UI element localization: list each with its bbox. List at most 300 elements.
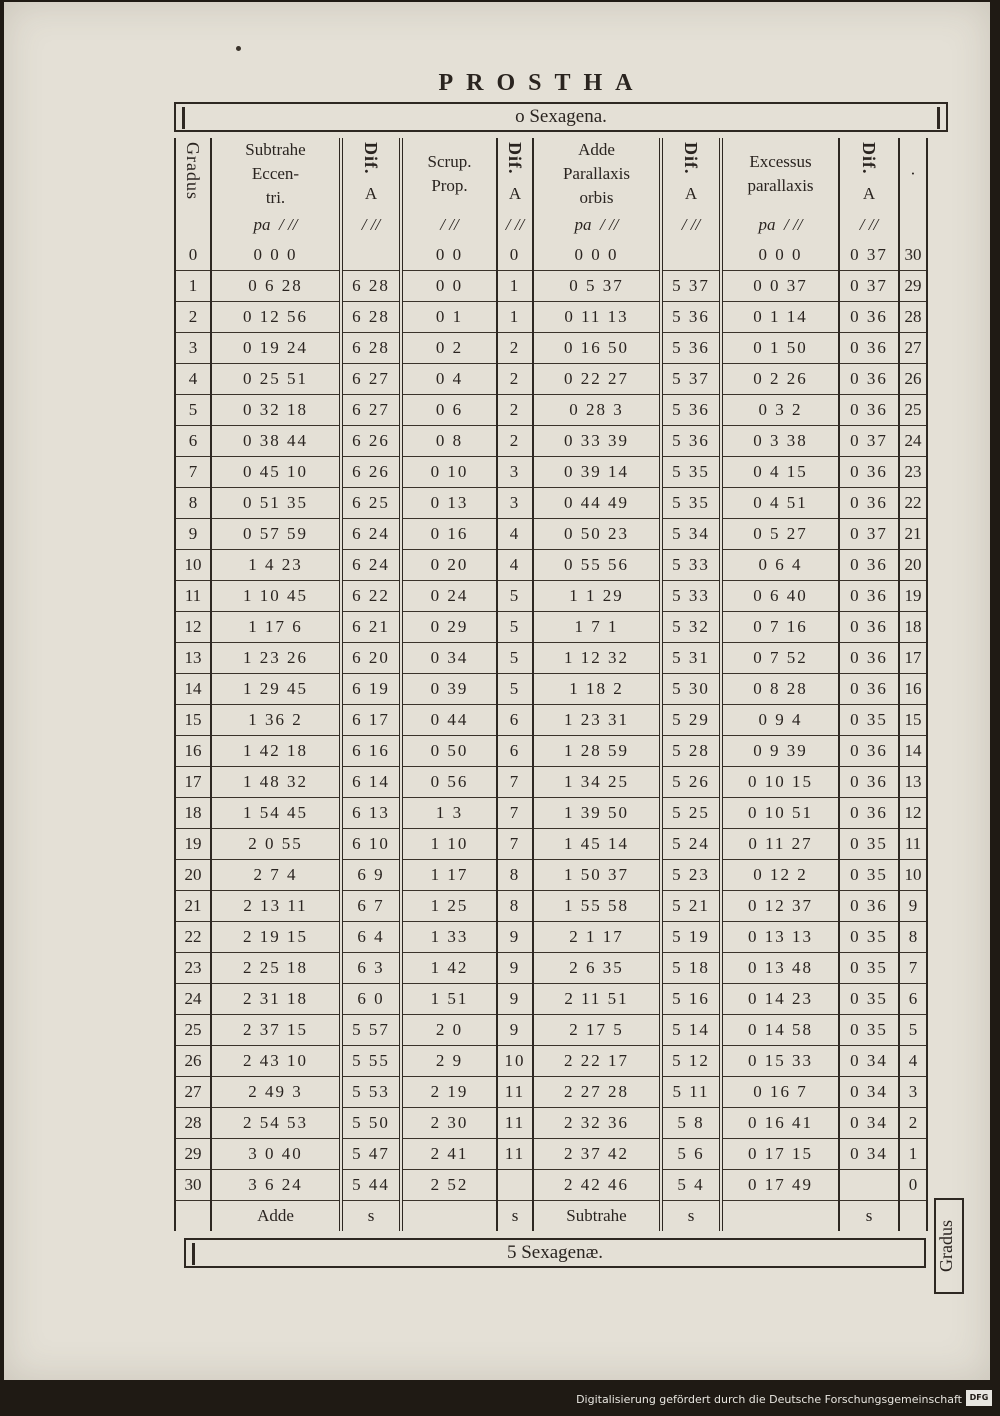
dif-cell-1: 6 10	[341, 829, 401, 860]
gradus-reverse-cell: 26	[899, 364, 927, 395]
gradus-cell: 0	[175, 240, 211, 271]
eccentri-cell: 1 10 45	[211, 581, 341, 612]
dif-cell-3: 5 37	[661, 364, 721, 395]
dif-cell-3: 5 14	[661, 1015, 721, 1046]
dif-cell-3: 5 11	[661, 1077, 721, 1108]
orbis-cell: 0 5 37	[533, 271, 661, 302]
digitization-credit: Digitalisierung gefördert durch die Deutsche Forschungsgemeinschaft	[576, 1393, 962, 1406]
gradus-cell: 24	[175, 984, 211, 1015]
excessus-cell: 0 8 28	[721, 674, 839, 705]
dif-header-4: Dif. A	[839, 138, 899, 210]
excessus-cell: 0 7 52	[721, 643, 839, 674]
gradus-cell: 17	[175, 767, 211, 798]
dif-cell-4: 0 37	[839, 240, 899, 271]
gradus-reverse-cell: 6	[899, 984, 927, 1015]
scrup-cell: 0 56	[401, 767, 497, 798]
dif-cell-3: 5 23	[661, 860, 721, 891]
dif-cell-2: 9	[497, 953, 533, 984]
scrup-cell: 1 3	[401, 798, 497, 829]
gradus-cell: 10	[175, 550, 211, 581]
scrup-cell: 0 8	[401, 426, 497, 457]
gradus-cell: 5	[175, 395, 211, 426]
eccentri-cell: 1 54 45	[211, 798, 341, 829]
gradus-cell: 7	[175, 457, 211, 488]
excessus-cell: 0 15 33	[721, 1046, 839, 1077]
orbis-cell: 2 27 28	[533, 1077, 661, 1108]
scrup-cell: 0 13	[401, 488, 497, 519]
table-row	[175, 922, 927, 953]
table-row	[175, 1046, 927, 1077]
dif-header-1: Dif. A	[341, 138, 401, 210]
dif-cell-1: 6 27	[341, 364, 401, 395]
eccentri-cell: 1 36 2	[211, 705, 341, 736]
dif-cell-2: 4	[497, 519, 533, 550]
dif-cell-1: 6 0	[341, 984, 401, 1015]
eccentri-cell: 3 0 40	[211, 1139, 341, 1170]
orbis-cell: 0 44 49	[533, 488, 661, 519]
excessus-cell: 0 7 16	[721, 612, 839, 643]
gradus-cell: 15	[175, 705, 211, 736]
gradus-cell: 6	[175, 426, 211, 457]
gradus-cell: 4	[175, 364, 211, 395]
excessus-cell: 0 4 51	[721, 488, 839, 519]
orbis-cell: 1 45 14	[533, 829, 661, 860]
table-row	[175, 1139, 927, 1170]
gradus-cell: 1	[175, 271, 211, 302]
orbis-cell: 2 37 42	[533, 1139, 661, 1170]
dif-cell-2: 5	[497, 581, 533, 612]
dif-cell-3: 5 36	[661, 302, 721, 333]
dif-cell-3: 5 24	[661, 829, 721, 860]
table-row	[175, 1015, 927, 1046]
table-row	[175, 581, 927, 612]
orbis-cell: 1 55 58	[533, 891, 661, 922]
gradus-reverse-cell: 22	[899, 488, 927, 519]
excessus-cell: 0 13 48	[721, 953, 839, 984]
scrup-cell: 1 10	[401, 829, 497, 860]
dif-cell-1: 5 50	[341, 1108, 401, 1139]
gradus-cell: 16	[175, 736, 211, 767]
dif-cell-2: 4	[497, 550, 533, 581]
dif-cell-4: 0 36	[839, 550, 899, 581]
excessus-cell: 0 2 26	[721, 364, 839, 395]
excessus-cell: 0 17 15	[721, 1139, 839, 1170]
excessus-cell: 0 9 39	[721, 736, 839, 767]
dif-cell-1: 6 20	[341, 643, 401, 674]
excessus-cell: 0 17 49	[721, 1170, 839, 1201]
orbis-cell: 0 39 14	[533, 457, 661, 488]
excessus-header: Excessus parallaxis	[721, 138, 839, 210]
dif-cell-4: 0 36	[839, 302, 899, 333]
dif-cell-3: 5 6	[661, 1139, 721, 1170]
gradus-reverse-cell: 15	[899, 705, 927, 736]
dif-cell-4: 0 36	[839, 736, 899, 767]
dif-cell-4: 0 36	[839, 364, 899, 395]
excessus-cell: 0 5 27	[721, 519, 839, 550]
scrup-cell: 0 20	[401, 550, 497, 581]
dif-cell-2: 7	[497, 798, 533, 829]
footer-s-1: s	[341, 1201, 401, 1232]
orbis-cell: 1 12 32	[533, 643, 661, 674]
gradus-header: Gradus	[183, 141, 203, 200]
bottom-band-label: 5 Sexagenæ.	[506, 1242, 604, 1263]
footer-row	[175, 1201, 927, 1232]
eccentri-cell: 0 57 59	[211, 519, 341, 550]
scrup-cell: 0 1	[401, 302, 497, 333]
excessus-cell: 0 3 38	[721, 426, 839, 457]
orbis-cell: 0 11 13	[533, 302, 661, 333]
dif-cell-3: 5 33	[661, 581, 721, 612]
dif-cell-3: 5 32	[661, 612, 721, 643]
scrup-cell: 0 6	[401, 395, 497, 426]
table-row	[175, 550, 927, 581]
dif-cell-3: 5 12	[661, 1046, 721, 1077]
gradus-reverse-cell: 13	[899, 767, 927, 798]
top-band-label: o Sexagena.	[515, 106, 607, 127]
dif-cell-1: 6 7	[341, 891, 401, 922]
orbis-cell: 2 32 36	[533, 1108, 661, 1139]
dif-header-2: Dif. A	[497, 138, 533, 210]
gradus-cell: 21	[175, 891, 211, 922]
dif-cell-4: 0 34	[839, 1046, 899, 1077]
table-row	[175, 736, 927, 767]
scrup-cell: 0 4	[401, 364, 497, 395]
gradus-reverse-cell: 9	[899, 891, 927, 922]
table-row	[175, 333, 927, 364]
unit-dif-2: / //	[497, 210, 533, 240]
excessus-cell: 0 4 15	[721, 457, 839, 488]
table-row	[175, 426, 927, 457]
gradus-reverse-cell: 30	[899, 240, 927, 271]
dif-cell-3: 5 25	[661, 798, 721, 829]
gradus-reverse-cell: 12	[899, 798, 927, 829]
orbis-cell: 0 33 39	[533, 426, 661, 457]
dif-cell-2: 2	[497, 364, 533, 395]
gradus-reverse-cell: 27	[899, 333, 927, 364]
gradus-reverse-cell: 28	[899, 302, 927, 333]
dif-cell-2: 9	[497, 922, 533, 953]
dif-cell-1: 6 19	[341, 674, 401, 705]
gradus-cell: 20	[175, 860, 211, 891]
gradus-reverse-cell: 1	[899, 1139, 927, 1170]
unit-row	[175, 210, 927, 240]
dif-cell-4: 0 36	[839, 333, 899, 364]
table-row	[175, 271, 927, 302]
orbis-cell: 2 1 17	[533, 922, 661, 953]
dif-cell-3: 5 36	[661, 333, 721, 364]
dif-cell-2: 11	[497, 1139, 533, 1170]
unit-excessus: pa / //	[721, 210, 839, 240]
gradus-cell: 29	[175, 1139, 211, 1170]
orbis-cell: 0 22 27	[533, 364, 661, 395]
table-row	[175, 829, 927, 860]
gradus-cell: 18	[175, 798, 211, 829]
dif-cell-3: 5 31	[661, 643, 721, 674]
dif-cell-2: 7	[497, 829, 533, 860]
dif-cell-3: 5 28	[661, 736, 721, 767]
dif-cell-1: 6 17	[341, 705, 401, 736]
dif-cell-2: 1	[497, 271, 533, 302]
unit-dif-1: / //	[341, 210, 401, 240]
dif-cell-2: 5	[497, 612, 533, 643]
eccentri-cell: 2 43 10	[211, 1046, 341, 1077]
dif-cell-2: 11	[497, 1108, 533, 1139]
dif-cell-2	[497, 1170, 533, 1201]
dif-cell-2: 8	[497, 891, 533, 922]
eccentri-cell: 2 49 3	[211, 1077, 341, 1108]
table-row	[175, 767, 927, 798]
dif-cell-3: 5 26	[661, 767, 721, 798]
gradus-reverse-cell: 18	[899, 612, 927, 643]
scrup-cell: 2 41	[401, 1139, 497, 1170]
eccentri-cell: 0 51 35	[211, 488, 341, 519]
gradus-reverse-cell: 16	[899, 674, 927, 705]
dif-cell-2: 9	[497, 1015, 533, 1046]
book-page	[4, 2, 990, 1380]
dif-cell-3: 5 33	[661, 550, 721, 581]
dif-cell-4	[839, 1170, 899, 1201]
scrup-cell: 0 0	[401, 271, 497, 302]
scrup-cell: 1 51	[401, 984, 497, 1015]
gradus-reverse-cell: 3	[899, 1077, 927, 1108]
scrup-cell: 0 10	[401, 457, 497, 488]
orbis-cell: 1 23 31	[533, 705, 661, 736]
excessus-cell: 0 3 2	[721, 395, 839, 426]
gradus-cell: 2	[175, 302, 211, 333]
orbis-cell: 2 22 17	[533, 1046, 661, 1077]
dif-cell-3: 5 34	[661, 519, 721, 550]
dif-cell-1: 6 9	[341, 860, 401, 891]
scrup-cell: 0 39	[401, 674, 497, 705]
table-row	[175, 1170, 927, 1201]
scrup-cell: 2 19	[401, 1077, 497, 1108]
dif-cell-4: 0 35	[839, 829, 899, 860]
dif-cell-2: 6	[497, 705, 533, 736]
scrup-cell: 1 25	[401, 891, 497, 922]
dif-cell-1: 6 24	[341, 519, 401, 550]
dif-cell-1: 6 26	[341, 457, 401, 488]
dif-cell-1: 5 53	[341, 1077, 401, 1108]
dif-cell-2: 2	[497, 426, 533, 457]
dif-cell-3: 5 21	[661, 891, 721, 922]
eccentri-cell: 2 19 15	[211, 922, 341, 953]
dif-cell-2: 2	[497, 333, 533, 364]
orbis-cell: 1 7 1	[533, 612, 661, 643]
dif-cell-2: 3	[497, 457, 533, 488]
table-row	[175, 457, 927, 488]
dif-cell-1: 6 22	[341, 581, 401, 612]
dif-cell-1: 6 14	[341, 767, 401, 798]
dif-cell-2: 7	[497, 767, 533, 798]
dif-cell-4: 0 36	[839, 798, 899, 829]
dif-cell-1: 6 24	[341, 550, 401, 581]
gradus-reverse-cell: 5	[899, 1015, 927, 1046]
orbis-cell: 0 55 56	[533, 550, 661, 581]
scrup-cell: 0 0	[401, 240, 497, 271]
scrup-prop-header: Scrup. Prop.	[401, 138, 497, 210]
gradus-cell: 19	[175, 829, 211, 860]
excessus-cell: 0 1 50	[721, 333, 839, 364]
gradus-reverse-cell: 25	[899, 395, 927, 426]
bottom-band	[184, 1238, 926, 1268]
dif-cell-4: 0 35	[839, 705, 899, 736]
dif-cell-4: 0 35	[839, 953, 899, 984]
scrup-cell: 0 44	[401, 705, 497, 736]
dif-cell-4: 0 35	[839, 984, 899, 1015]
table-row	[175, 1108, 927, 1139]
gradus-cell: 22	[175, 922, 211, 953]
right-spacer-header: ·	[899, 138, 927, 210]
table-row	[175, 240, 927, 271]
table-row	[175, 891, 927, 922]
excessus-cell: 0 6 40	[721, 581, 839, 612]
orbis-cell: 0 50 23	[533, 519, 661, 550]
gradus-reverse-cell: 14	[899, 736, 927, 767]
excessus-cell: 0 1 14	[721, 302, 839, 333]
eccentri-cell: 0 25 51	[211, 364, 341, 395]
dif-cell-3: 5 37	[661, 271, 721, 302]
dif-cell-1: 6 13	[341, 798, 401, 829]
dif-cell-2: 9	[497, 984, 533, 1015]
dif-cell-4: 0 34	[839, 1139, 899, 1170]
orbis-cell: 2 11 51	[533, 984, 661, 1015]
dif-cell-4: 0 35	[839, 1015, 899, 1046]
dif-cell-1: 5 44	[341, 1170, 401, 1201]
gradus-reverse-cell: 17	[899, 643, 927, 674]
excessus-cell: 0 10 15	[721, 767, 839, 798]
orbis-cell: 1 39 50	[533, 798, 661, 829]
dif-cell-2: 0	[497, 240, 533, 271]
dif-cell-1	[341, 240, 401, 271]
eccentri-cell: 2 7 4	[211, 860, 341, 891]
eccentri-cell: 3 6 24	[211, 1170, 341, 1201]
footer-s-2: s	[497, 1201, 533, 1232]
excessus-cell: 0 12 2	[721, 860, 839, 891]
dif-cell-1: 6 28	[341, 271, 401, 302]
dif-cell-1: 6 3	[341, 953, 401, 984]
dif-cell-2: 1	[497, 302, 533, 333]
excessus-cell: 0 14 23	[721, 984, 839, 1015]
gradus-cell: 12	[175, 612, 211, 643]
gradus-cell: 27	[175, 1077, 211, 1108]
gradus-cell: 30	[175, 1170, 211, 1201]
eccentri-cell: 0 38 44	[211, 426, 341, 457]
unit-eccentri: pa / //	[211, 210, 341, 240]
orbis-cell: 1 28 59	[533, 736, 661, 767]
eccentri-cell: 0 6 28	[211, 271, 341, 302]
gradus-reverse-cell: 2	[899, 1108, 927, 1139]
gradus-reverse-cell: 4	[899, 1046, 927, 1077]
eccentri-cell: 2 54 53	[211, 1108, 341, 1139]
dif-cell-4: 0 34	[839, 1108, 899, 1139]
table-row	[175, 798, 927, 829]
unit-orbis: pa / //	[533, 210, 661, 240]
eccentri-header: Subtrahe Eccen- tri.	[211, 138, 341, 210]
ink-dot	[236, 46, 241, 51]
dif-cell-3	[661, 240, 721, 271]
table-row	[175, 643, 927, 674]
gradus-cell: 11	[175, 581, 211, 612]
gradus-cell: 8	[175, 488, 211, 519]
orbis-cell: 2 17 5	[533, 1015, 661, 1046]
table-row	[175, 984, 927, 1015]
orbis-cell: 1 1 29	[533, 581, 661, 612]
unit-scrup: / //	[401, 210, 497, 240]
eccentri-cell: 2 37 15	[211, 1015, 341, 1046]
excessus-cell: 0 6 4	[721, 550, 839, 581]
dif-cell-3: 5 29	[661, 705, 721, 736]
gradus-cell: 23	[175, 953, 211, 984]
scrup-cell: 0 16	[401, 519, 497, 550]
table-row	[175, 364, 927, 395]
dif-cell-2: 8	[497, 860, 533, 891]
page-header	[4, 70, 990, 97]
dif-cell-3: 5 19	[661, 922, 721, 953]
scrup-cell: 0 50	[401, 736, 497, 767]
dif-cell-4: 0 37	[839, 426, 899, 457]
scrup-cell: 1 42	[401, 953, 497, 984]
footer-subtrahe: Subtrahe	[533, 1201, 661, 1232]
eccentri-cell: 1 29 45	[211, 674, 341, 705]
eccentri-cell: 0 32 18	[211, 395, 341, 426]
footer-s-3: s	[661, 1201, 721, 1232]
parallaxis-orbis-header: Adde Parallaxis orbis	[533, 138, 661, 210]
scrup-cell: 0 24	[401, 581, 497, 612]
dif-cell-4: 0 34	[839, 1077, 899, 1108]
dif-cell-1: 5 55	[341, 1046, 401, 1077]
excessus-cell: 0 0 37	[721, 271, 839, 302]
gradus-reverse-cell: 24	[899, 426, 927, 457]
excessus-cell: 0 16 7	[721, 1077, 839, 1108]
dif-cell-1: 6 26	[341, 426, 401, 457]
table-row	[175, 953, 927, 984]
dif-cell-4: 0 35	[839, 922, 899, 953]
unit-dif-4: / //	[839, 210, 899, 240]
eccentri-cell: 0 0 0	[211, 240, 341, 271]
eccentri-cell: 1 17 6	[211, 612, 341, 643]
footer-adde: Adde	[211, 1201, 341, 1232]
gradus-cell: 25	[175, 1015, 211, 1046]
gradus-cell: 9	[175, 519, 211, 550]
dif-cell-1: 6 25	[341, 488, 401, 519]
excessus-cell: 0 9 4	[721, 705, 839, 736]
excessus-cell: 0 0 0	[721, 240, 839, 271]
dif-cell-4: 0 36	[839, 674, 899, 705]
dif-cell-1: 5 57	[341, 1015, 401, 1046]
dif-cell-1: 6 21	[341, 612, 401, 643]
gradus-reverse-cell: 11	[899, 829, 927, 860]
gradus-cell: 14	[175, 674, 211, 705]
column-headers	[175, 138, 927, 210]
eccentri-cell: 1 23 26	[211, 643, 341, 674]
dif-cell-1: 6 16	[341, 736, 401, 767]
orbis-cell: 1 18 2	[533, 674, 661, 705]
dif-cell-2: 10	[497, 1046, 533, 1077]
orbis-cell: 0 16 50	[533, 333, 661, 364]
gradus-reverse-cell: 23	[899, 457, 927, 488]
dif-cell-4: 0 36	[839, 643, 899, 674]
gradus-reverse-cell: 19	[899, 581, 927, 612]
table-row	[175, 705, 927, 736]
dif-cell-4: 0 36	[839, 612, 899, 643]
orbis-cell: 2 42 46	[533, 1170, 661, 1201]
scrup-cell: 2 30	[401, 1108, 497, 1139]
dif-cell-1: 6 27	[341, 395, 401, 426]
orbis-cell: 1 50 37	[533, 860, 661, 891]
scrup-cell: 0 34	[401, 643, 497, 674]
dif-cell-2: 11	[497, 1077, 533, 1108]
dif-cell-3: 5 4	[661, 1170, 721, 1201]
